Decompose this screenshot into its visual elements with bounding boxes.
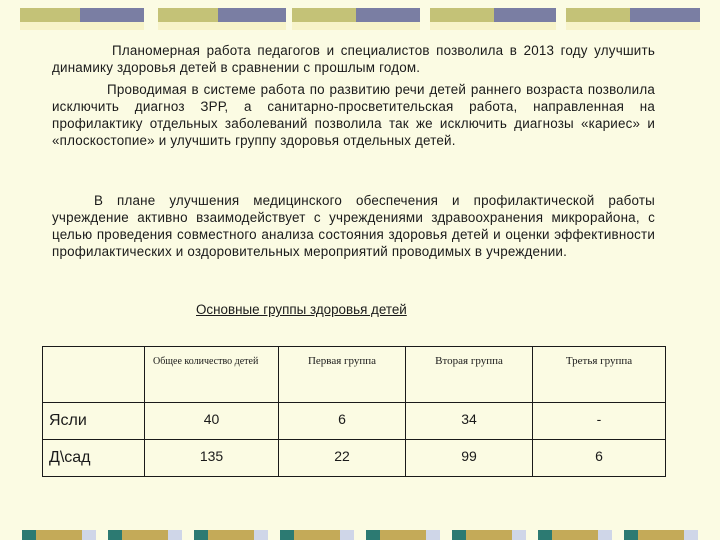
deco-segment — [20, 8, 80, 22]
deco-segment — [280, 530, 294, 540]
deco-segment — [254, 530, 268, 540]
deco-segment — [356, 8, 420, 22]
deco-segment — [158, 22, 286, 30]
cell-first: 22 — [279, 440, 406, 477]
header-third-group: Третья группа — [533, 347, 666, 403]
table-title: Основные группы здоровья детей — [196, 302, 407, 317]
paragraph-medical-cooperation — [52, 192, 655, 260]
deco-segment — [208, 530, 254, 540]
deco-segment — [566, 8, 630, 22]
deco-segment — [292, 22, 420, 30]
row-label: Ясли — [43, 403, 145, 440]
cell-second: 99 — [406, 440, 533, 477]
bottom-decorative-band — [0, 530, 720, 540]
deco-segment — [20, 22, 144, 30]
deco-segment — [630, 8, 700, 22]
paragraph-speech-work — [52, 81, 655, 149]
deco-segment — [168, 530, 182, 540]
deco-segment — [194, 530, 208, 540]
deco-segment — [684, 530, 698, 540]
deco-segment — [638, 530, 684, 540]
cell-second: 34 — [406, 403, 533, 440]
deco-segment — [292, 8, 356, 22]
cell-third: - — [533, 403, 666, 440]
deco-segment — [538, 530, 552, 540]
paragraph-speech-work-text: Проводимая в системе работа по развитию речи детей раннего возраста позволила исключить диагноз ЗРР, а санитарно-просветительская работа, направленная на профилактику отдельных заболеваний позволила так же исключить диагнозы «кариес» и «плоскостопие» и улучшить группу здоровья отдельных детей. — [52, 82, 655, 148]
table-row — [43, 403, 666, 440]
deco-segment — [452, 530, 466, 540]
paragraph-intro — [52, 42, 655, 76]
deco-segment — [624, 530, 638, 540]
table-row — [43, 440, 666, 477]
header-total: Общее количество детей — [145, 347, 279, 403]
paragraph-medical-cooperation-text: В плане улучшения медицинского обеспечения и профилактической работы учреждение активно взаимодействует с учреждениями здравоохранения микрорайона, с целью проведения совместного анализа состояния здоровья детей и оценки эффективности профилактических и оздоровительных мероприятий проводимых в учреждении. — [52, 193, 655, 259]
deco-segment — [598, 530, 612, 540]
deco-segment — [494, 8, 556, 22]
deco-segment — [22, 530, 36, 540]
deco-segment — [108, 530, 122, 540]
deco-segment — [380, 530, 426, 540]
deco-segment — [340, 530, 354, 540]
top-decorative-band — [0, 6, 720, 32]
deco-segment — [566, 22, 700, 30]
deco-segment — [426, 530, 440, 540]
header-second-group: Вторая группа — [406, 347, 533, 403]
deco-segment — [430, 8, 494, 22]
deco-segment — [80, 8, 144, 22]
deco-segment — [466, 530, 512, 540]
deco-segment — [512, 530, 526, 540]
header-empty — [43, 347, 145, 403]
deco-segment — [82, 530, 96, 540]
health-groups-table — [42, 346, 666, 477]
deco-segment — [158, 8, 218, 22]
deco-segment — [430, 22, 556, 30]
deco-segment — [366, 530, 380, 540]
deco-segment — [122, 530, 168, 540]
deco-segment — [218, 8, 286, 22]
header-first-group: Первая группа — [279, 347, 406, 403]
deco-segment — [294, 530, 340, 540]
cell-total: 135 — [145, 440, 279, 477]
row-label: Д\сад — [43, 440, 145, 477]
cell-third: 6 — [533, 440, 666, 477]
deco-segment — [36, 530, 82, 540]
cell-first: 6 — [279, 403, 406, 440]
cell-total: 40 — [145, 403, 279, 440]
table-header-row — [43, 347, 666, 403]
paragraph-intro-text: Планомерная работа педагогов и специалистов позволила в 2013 году улучшить динамику здоровья детей в сравнении с прошлым годом. — [52, 43, 655, 75]
deco-segment — [552, 530, 598, 540]
